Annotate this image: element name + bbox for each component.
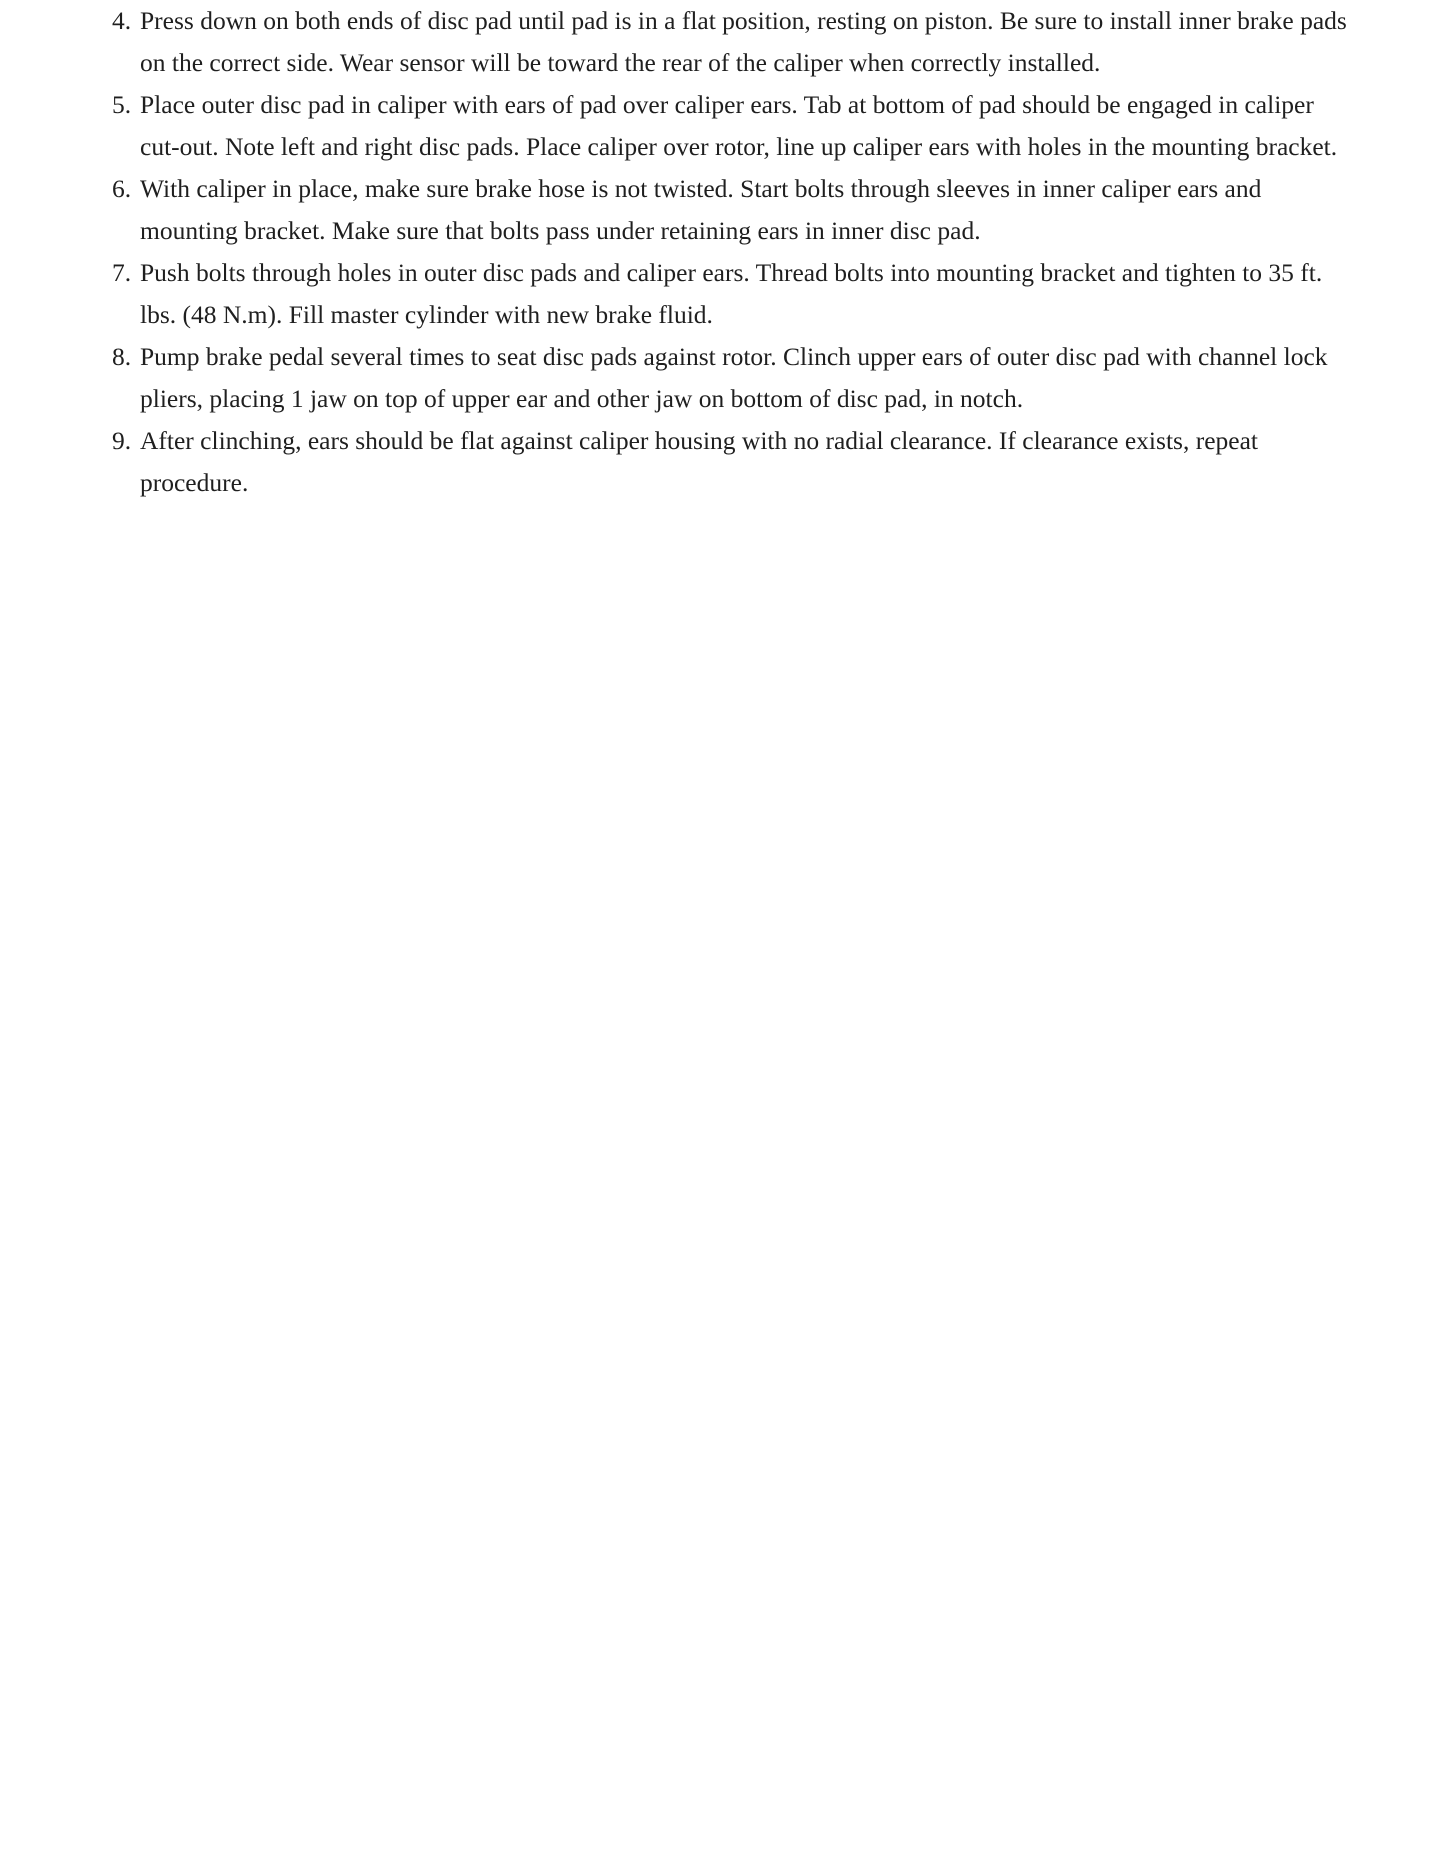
step-text: Place outer disc pad in caliper with ears of pad over caliper ears. Tab at bottom of pad should be engaged in caliper cut-out. Note left and right disc pads. Place caliper over rotor, line up caliper ears with holes in the mounting bracket. bbox=[140, 90, 1338, 161]
procedure-steps-list bbox=[112, 0, 1352, 504]
step-number: 8. bbox=[112, 342, 132, 371]
step-text: Pump brake pedal several times to seat disc pads against rotor. Clinch upper ears of outer disc pad with channel lock pliers, placing 1 jaw on top of upper ear and other jaw on bottom of disc pad, in notch. bbox=[140, 342, 1328, 413]
procedure-step bbox=[112, 420, 1352, 504]
step-text: Push bolts through holes in outer disc pads and caliper ears. Thread bolts into mounting bracket and tighten to 35 ft. lbs. (48 N.m). Fill master cylinder with new brake fluid. bbox=[140, 258, 1323, 329]
procedure-step bbox=[112, 336, 1352, 420]
procedure-step bbox=[112, 168, 1352, 252]
step-number: 6. bbox=[112, 174, 132, 203]
step-number: 7. bbox=[112, 258, 132, 287]
step-text: With caliper in place, make sure brake hose is not twisted. Start bolts through sleeves in inner caliper ears and mounting bracket. Make sure that bolts pass under retaining ears in inner disc pad. bbox=[140, 174, 1262, 245]
step-text: After clinching, ears should be flat against caliper housing with no radial clearance. If clearance exists, repeat procedure. bbox=[140, 426, 1258, 497]
procedure-step bbox=[112, 0, 1352, 84]
step-number: 4. bbox=[112, 6, 132, 35]
procedure-step bbox=[112, 84, 1352, 168]
step-number: 5. bbox=[112, 90, 132, 119]
procedure-step bbox=[112, 252, 1352, 336]
step-text: Press down on both ends of disc pad until pad is in a flat position, resting on piston. Be sure to install inner brake pads on the correct side. Wear sensor will be toward the rear of the caliper when correctly installed. bbox=[140, 6, 1347, 77]
step-number: 9. bbox=[112, 426, 132, 455]
